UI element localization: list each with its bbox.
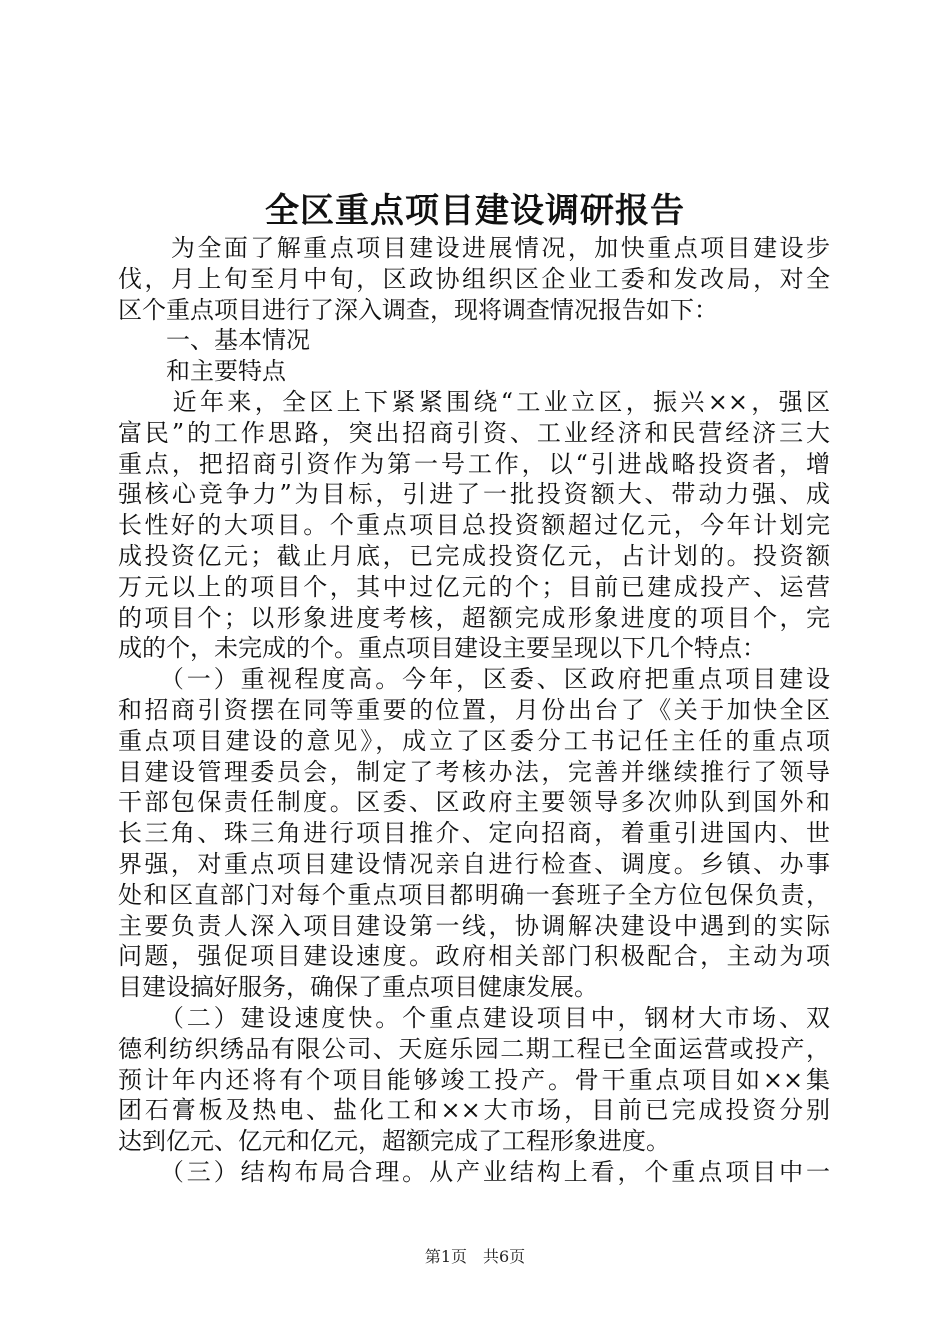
text-line: 富民”的工作思路，突出招商引资、工业经济和民营经济三大 [118, 418, 830, 447]
text-line: 预计年内还将有个项目能够竣工投产。骨干重点项目如××集 [118, 1065, 830, 1094]
text-line: （三）结构布局合理。从产业结构上看，个重点项目中一 [118, 1157, 830, 1186]
text-line: 问题，强促项目建设速度。政府相关部门积极配合，主动为项 [118, 942, 830, 971]
text-line: 达到亿元、亿元和亿元，超额完成了工程形象进度。 [118, 1127, 670, 1156]
text-line: 干部包保责任制度。区委、区政府主要领导多次帅队到国外和 [118, 788, 830, 817]
text-line: （一）重视程度高。今年，区委、区政府把重点项目建设 [118, 665, 830, 694]
text-line: 万元以上的项目个，其中过亿元的个；目前已建成投产、运营 [118, 572, 830, 601]
text-line: 界强，对重点项目建设情况亲自进行检查、调度。乡镇、办事 [118, 849, 830, 878]
text-line: 目建设管理委员会，制定了考核办法，完善并继续推行了领导 [118, 757, 830, 786]
text-line: 的项目个；以形象进度考核，超额完成形象进度的项目个，完 [118, 603, 830, 632]
text-line: 为全面了解重点项目建设进展情况，加快重点项目建设步 [118, 234, 830, 262]
text-line: 区个重点项目进行了深入调查，现将调查情况报告如下： [118, 295, 718, 324]
text-line: 长三角、珠三角进行项目推介、定向招商，着重引进国内、世 [118, 819, 830, 848]
text-line: （二）建设速度快。个重点建设项目中，钢材大市场、双 [118, 1003, 830, 1032]
text-line: 成的个，未完成的个。重点项目建设主要呈现以下几个特点： [118, 634, 766, 663]
document-body [118, 233, 830, 1188]
text-line: 团石膏板及热电、盐化工和××大市场，目前已完成投资分别 [118, 1096, 830, 1125]
text-line: 强核心竞争力”为目标，引进了一批投资额大、带动力强、成 [118, 480, 830, 509]
document-title: 全区重点项目建设调研报告 [265, 191, 685, 231]
text-line: 处和区直部门对每个重点项目都明确一套班子全方位包保负责， [118, 880, 830, 909]
text-line: 主要负责人深入项目建设第一线，协调解决建设中遇到的实际 [118, 911, 830, 940]
page-footer: 第1页 共6页 [424, 1247, 526, 1266]
text-line: 一、基本情况 [118, 326, 310, 355]
text-line: 德利纺织绣品有限公司、天庭乐园二期工程已全面运营或投产， [118, 1034, 830, 1063]
text-line: 成投资亿元；截止月底，已完成投资亿元，占计划的。投资额 [118, 541, 830, 570]
text-line: 长性好的大项目。个重点项目总投资额超过亿元，今年计划完 [118, 511, 830, 540]
text-line: 和主要特点 [118, 357, 286, 386]
text-line: 近年来，全区上下紧紧围绕“工业立区，振兴××，强区 [118, 387, 830, 416]
text-line: 和招商引资摆在同等重要的位置，月份出台了《关于加快全区 [118, 695, 830, 724]
text-line: 伐，月上旬至月中旬，区政协组织区企业工委和发改局，对全 [118, 264, 830, 293]
text-line: 重点项目建设的意见》，成立了区委分工书记任主任的重点项 [118, 726, 830, 755]
text-line: 重点，把招商引资作为第一号工作，以“引进战略投资者，增 [118, 449, 830, 478]
text-line: 目建设搞好服务，确保了重点项目健康发展。 [118, 973, 598, 1002]
